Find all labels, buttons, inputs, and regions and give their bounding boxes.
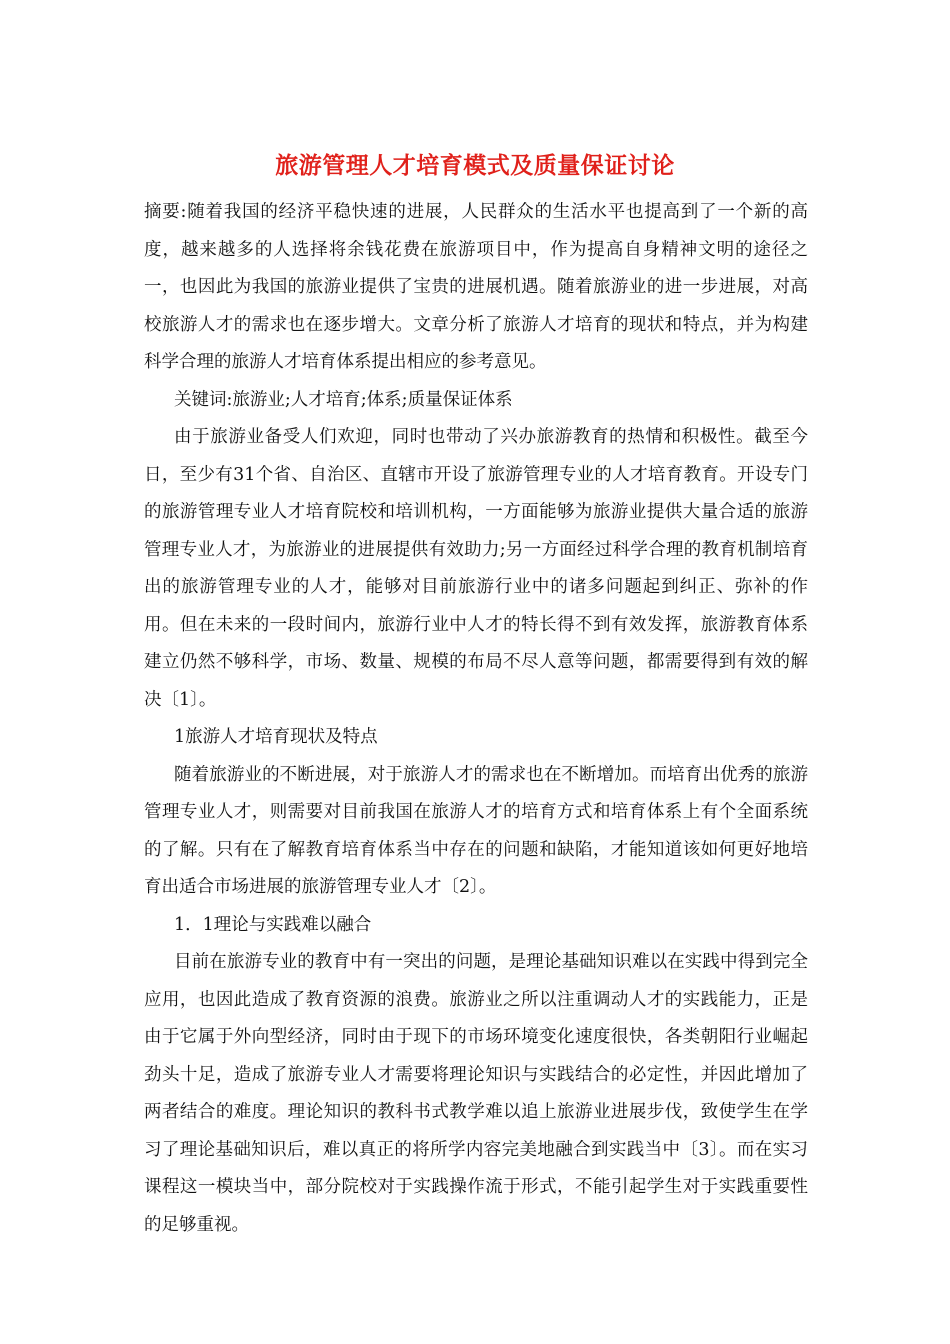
abstract-paragraph: 摘要:随着我国的经济平稳快速的进展，人民群众的生活水平也提高到了一个新的高度，越来越多的人选择将余钱花费在旅游项目中，作为提高自身精神文明的途径之一，也因此为我国的旅游业提供了宝贵的进展机遇。随着旅游业的进一步进展，对高校旅游人才的需求也在逐步增大。文章分析了旅游人才培育的现状和特点，并为构建科学合理的旅游人才培育体系提出相应的参考意见。 [144, 202, 808, 372]
document-body [144, 194, 808, 1244]
subsection-heading: 1．1理论与实践难以融合 [174, 914, 372, 935]
body-paragraph: 目前在旅游专业的教育中有一突出的问题，是理论基础知识难以在实践中得到完全应用，也因此造成了教育资源的浪费。旅游业之所以注重调动人才的实践能力，正是由于它属于外向型经济，同时由于现下的市场环境变化速度很快，各类朝阳行业崛起劲头十足，造成了旅游专业人才需要将理论知识与实践结合的必定性，并因此增加了两者结合的难度。理论知识的教科书式教学难以追上旅游业进展步伐，致使学生在学习了理论基础知识后，难以真正的将所学内容完美地融合到实践当中〔3〕。而在实习课程这一模块当中，部分院校对于实践操作流于形式，不能引起学生对于实践重要性的足够重视。 [144, 952, 808, 1235]
body-paragraph: 由于旅游业备受人们欢迎，同时也带动了兴办旅游教育的热情和积极性。截至今日，至少有31个省、自治区、直辖市开设了旅游管理专业的人才培育教育。开设专门的旅游管理专业人才培育院校和培训机构，一方面能够为旅游业提供大量合适的旅游管理专业人才，为旅游业的进展提供有效助力;另一方面经过科学合理的教育机制培育出的旅游管理专业的人才，能够对目前旅游行业中的诸多问题起到纠正、弥补的作用。但在未来的一段时间内，旅游行业中人才的特长得不到有效发挥，旅游教育体系建立仍然不够科学，市场、数量、规模的布局不尽人意等问题，都需要得到有效的解决〔1〕。 [144, 427, 808, 710]
document-title: 旅游管理人才培育模式及质量保证讨论 [275, 152, 675, 179]
keywords-paragraph: 关键词:旅游业;人才培育;体系;质量保证体系 [174, 389, 513, 410]
body-paragraph: 随着旅游业的不断进展，对于旅游人才的需求也在不断增加。而培育出优秀的旅游管理专业人才，则需要对目前我国在旅游人才的培育方式和培育体系上有个全面系统的了解。只有在了解教育培育体系当中存在的问题和缺陷，才能知道该如何更好地培育出适合市场进展的旅游管理专业人才〔2〕。 [144, 764, 808, 897]
section-heading: 1旅游人才培育现状及特点 [174, 727, 378, 747]
